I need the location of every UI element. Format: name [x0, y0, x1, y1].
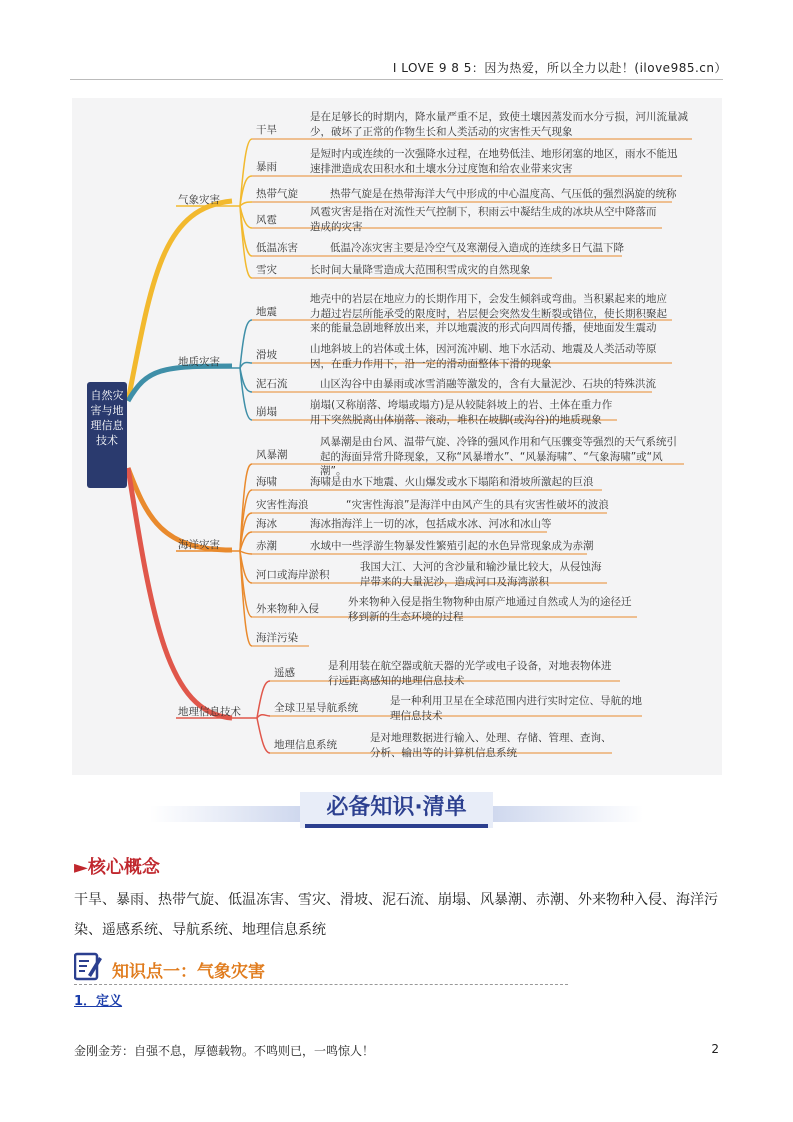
term-drought: 干旱 [256, 124, 277, 136]
desc-gis: 是对地理数据进行输入、处理、存储、管理、查询、分析、输出等的计算机信息系统 [370, 732, 612, 759]
term-red-tide: 赤潮 [256, 540, 277, 552]
knowledge-point-divider [74, 984, 568, 985]
category-weather: 气象灾害 [178, 194, 220, 206]
section-heading: ►核心概念 [74, 857, 160, 878]
definition-subheading: 1．定义 [74, 994, 123, 1009]
term-snow-disaster: 雪灾 [256, 264, 277, 276]
term-storm-surge: 风暴潮 [256, 449, 288, 461]
header-divider [70, 79, 723, 80]
desc-disaster-wave: “灾害性海浪”是海洋中由风产生的具有灾害性破坏的波浪 [346, 499, 609, 511]
page-header: I LOVE 9 8 5：因为热爱，所以全力以赴！(ilove985.cn） [392, 61, 727, 75]
term-tropical-cyclone: 热带气旋 [256, 188, 298, 200]
term-frost: 低温冻害 [256, 242, 298, 254]
mind-map [72, 98, 722, 775]
desc-rainstorm: 是短时内或连续的一次强降水过程，在地势低洼、地形闭塞的地区，雨水不能迅速排泄造成农田积水和土壤水分过度饱和给农业带来灾害 [310, 148, 678, 175]
category-ocean: 海洋灾害 [178, 539, 220, 551]
desc-storm-surge: 风暴潮是由台风、温带气旋、冷锋的强风作用和气压骤变等强烈的天气系统引起的海面异常升降现象，又称“风暴增水”、“风暴海啸”、“气象海啸”或“风潮”。 [320, 436, 677, 477]
term-hail: 风雹 [256, 214, 277, 226]
term-debris-flow: 泥石流 [256, 378, 288, 390]
core-concepts-text: 干旱、暴雨、热带气旋、低温冻害、雪灾、滑坡、泥石流、崩塌、风暴潮、赤潮、外来物种入侵、海洋污染、遥感系统、导航系统、地理信息系统 [74, 892, 718, 938]
term-gnss: 全球卫星导航系统 [274, 702, 358, 714]
desc-red-tide: 水域中一些浮游生物暴发性繁殖引起的水色异常现象成为赤潮 [310, 540, 594, 552]
desc-earthquake: 地壳中的岩层在地应力的长期作用下，会发生倾斜或弯曲。当积累起来的地应力超过岩层所能承受的限度时，岩层便会突然发生断裂或错位，使长期积聚起来的能量急剧地释放出来，并以地震波的形式向四周传播，使地面发生震动 [310, 293, 667, 334]
term-disaster-wave: 灾害性海浪 [256, 499, 309, 511]
desc-invasive-species: 外来物种入侵是指生物物种由原产地通过自然或人为的途径迁移到新的生态环境的过程 [348, 596, 632, 623]
term-gis: 地理信息系统 [274, 739, 337, 751]
term-invasive-species: 外来物种入侵 [256, 603, 319, 615]
term-earthquake: 地震 [256, 306, 277, 318]
desc-tsunami: 海啸是由水下地震、火山爆发或水下塌陷和滑坡所激起的巨浪 [310, 476, 594, 488]
term-remote-sensing: 遥感 [274, 667, 295, 679]
mind-map-root: 自然灾害与地理信息技术 [87, 382, 127, 488]
page-number: 2 [711, 1042, 719, 1056]
desc-collapse: 崩塌(又称崩落、垮塌或塌方)是从较陡斜坡上的岩、土体在重力作用下突然脱离山体崩落、滚动，堆积在坡脚(或沟谷)的地质现象 [310, 399, 613, 426]
desc-gnss: 是一种利用卫星在全球范围内进行实时定位、导航的地理信息技术 [390, 695, 642, 722]
term-rainstorm: 暴雨 [256, 161, 277, 173]
desc-snow-disaster: 长时间大量降雪造成大范围积雪成灾的自然现象 [310, 264, 531, 276]
footer-motto: 金刚金芳：自强不息，厚德载物。不鸣则已，一鸣惊人！ [74, 1044, 375, 1058]
term-tsunami: 海啸 [256, 476, 277, 488]
desc-remote-sensing: 是利用装在航空器或航天器的光学或电子设备，对地表物体进行远距离感知的地理信息技术 [328, 660, 612, 687]
desc-tropical-cyclone: 热带气旋是在热带海洋大气中形成的中心温度高、气压低的强烈涡旋的统称 [330, 188, 677, 200]
category-geology: 地质灾害 [178, 356, 220, 368]
category-tech: 地理信息技术 [178, 706, 241, 718]
term-estuary-silting: 河口或海岸淤积 [256, 569, 330, 581]
edit-note-icon [74, 951, 102, 981]
banner-title: 必备知识·清单 [326, 795, 467, 820]
knowledge-point-title: 知识点一：气象灾害 [112, 962, 265, 982]
term-collapse: 崩塌 [256, 406, 277, 418]
desc-landslide: 山地斜坡上的岩体或土体，因河流冲刷、地下水活动、地震及人类活动等原因，在重力作用下，沿一定的滑动面整体下滑的现象 [310, 343, 657, 370]
desc-frost: 低温冷冻灾害主要是冷空气及寒潮侵入造成的连续多日气温下降 [330, 242, 624, 254]
desc-hail: 风雹灾害是指在对流性天气控制下，积雨云中凝结生成的冰块从空中降落而造成的灾害 [310, 206, 657, 233]
desc-estuary-silting: 我国大江、大河的含沙量和输沙量比较大，从侵蚀海岸带来的大量泥沙，造成河口及海湾淤积 [360, 561, 602, 588]
desc-debris-flow: 山区沟谷中由暴雨或冰雪消融等激发的，含有大量泥沙、石块的特殊洪流 [320, 378, 656, 390]
term-sea-ice: 海冰 [256, 518, 277, 530]
term-landslide: 滑坡 [256, 349, 277, 361]
desc-sea-ice: 海冰指海洋上一切的冰，包括咸水冰、河冰和冰山等 [310, 518, 552, 530]
term-marine-pollution: 海洋污染 [256, 632, 298, 644]
desc-drought: 是在足够长的时期内，降水量严重不足，致使土壤因蒸发而水分亏损，河川流量减少，破坏了正常的作物生长和人类活动的灾害性天气现象 [310, 111, 688, 138]
